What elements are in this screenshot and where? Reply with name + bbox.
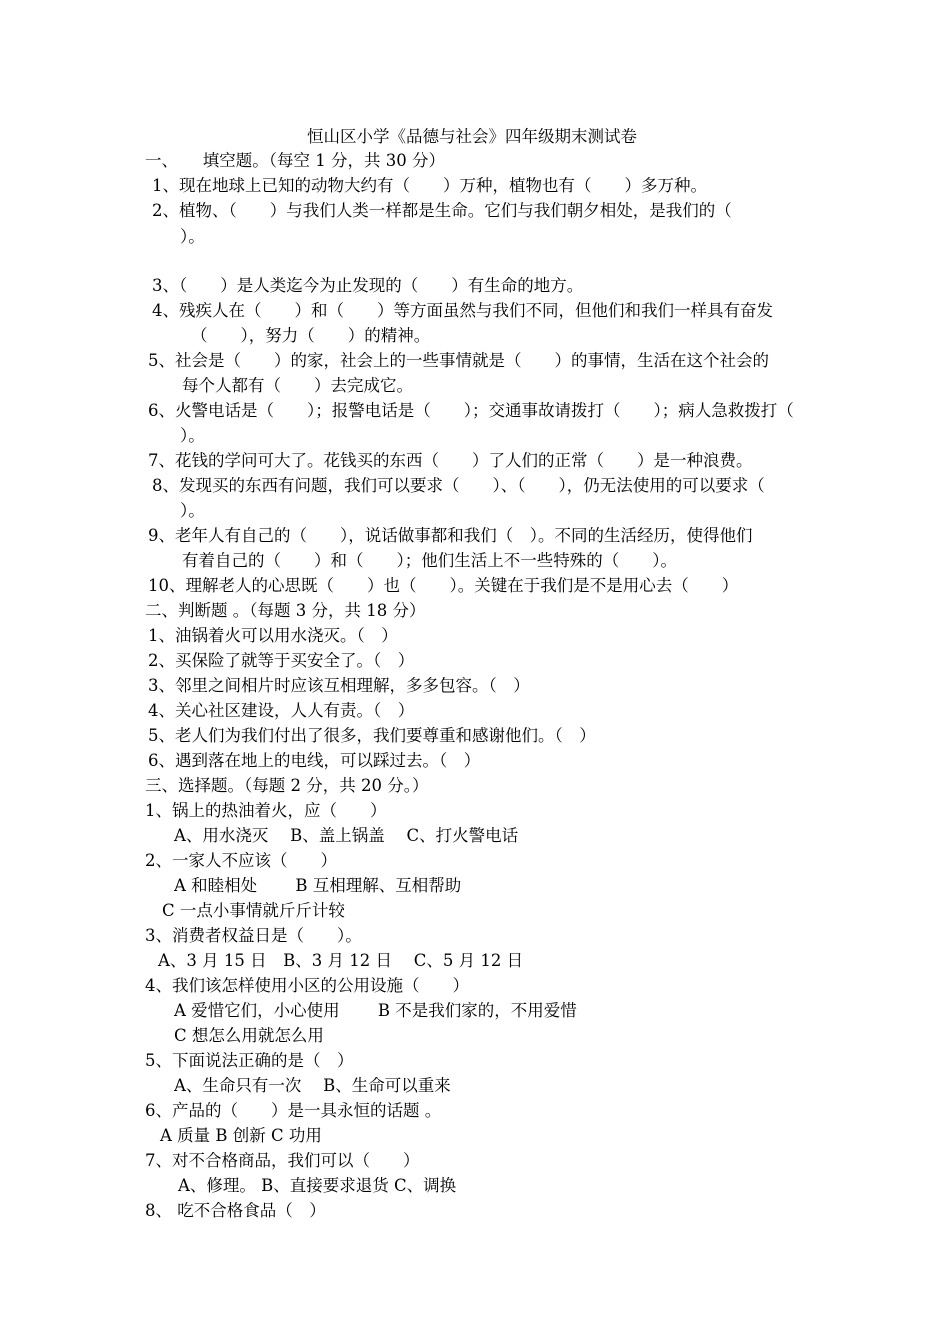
question-line: 3、邻里之间相片时应该互相理解，多多包容。（ ） [148, 676, 530, 695]
question-line: 9、老年人有自己的（ ），说话做事都和我们（ ）。不同的生活经历，使得他们 [148, 526, 753, 545]
question-line: 4、关心社区建设，人人有责。（ ） [148, 701, 415, 720]
question-line: 2、买保险了就等于买安全了。（ ） [148, 651, 415, 670]
page-title: 恒山区小学《品德与社会》四年级期末测试卷 [307, 127, 637, 146]
section-heading-multiple-choice: 三、选择题。（每题 2 分，共 20 分。） [145, 776, 429, 795]
question-line: 3、（ ）是人类迄今为止发现的（ ）有生命的地方。 [152, 276, 584, 295]
question-line: （ ），努力（ ）的精神。 [191, 326, 431, 345]
question-line: 10、理解老人的心思既（ ）也（ ）。关键在于我们是不是用心去（ ） [148, 576, 739, 595]
answer-options: A 和睦相处 B 互相理解、互相帮助 [174, 876, 462, 895]
answer-options: A 质量 B 创新 C 功用 [160, 1126, 322, 1145]
question-line: 1、锅上的热油着火，应（ ） [145, 801, 387, 820]
question-line: 7、花钱的学问可大了。花钱买的东西（ ）了人们的正常（ ）是一种浪费。 [148, 451, 753, 470]
answer-options: A 爱惜它们，小心使用 B 不是我们家的，不用爱惜 [174, 1001, 577, 1020]
question-line: 4、我们该怎样使用小区的公用设施（ ） [145, 976, 469, 995]
question-line: 3、消费者权益日是（ ）。 [145, 926, 362, 945]
question-line: ）。 [180, 501, 205, 520]
question-line: 1、现在地球上已知的动物大约有（ ）万种，植物也有（ ）多万种。 [152, 176, 707, 195]
question-line: 5、老人们为我们付出了很多，我们要尊重和感谢他们。（ ） [148, 726, 596, 745]
section-heading-true-false: 二、判断题 。（每题 3 分，共 18 分） [145, 601, 426, 620]
question-line: 2、一家人不应该（ ） [145, 851, 337, 870]
question-line: 6、火警电话是（ ）；报警电话是（ ）；交通事故请拨打（ ）；病人急救拨打（ [148, 401, 794, 420]
answer-options: A、生命只有一次 B、生命可以重来 [174, 1076, 451, 1095]
question-line: 有着自己的（ ）和（ ）；他们生活上不一些特殊的（ ）。 [182, 551, 677, 570]
question-line: 6、遇到落在地上的电线，可以踩过去。（ ） [148, 751, 481, 770]
question-line: 每个人都有（ ）去完成它。 [182, 376, 413, 395]
answer-options: A、修理。 B、直接要求退货 C、调换 [178, 1176, 457, 1195]
question-line: ）。 [180, 227, 205, 246]
answer-options: A、用水浇灭 B、盖上锅盖 C、打火警电话 [174, 826, 519, 845]
question-line: 5、社会是（ ）的家，社会上的一些事情就是（ ）的事情，生活在这个社会的 [148, 351, 769, 370]
question-line: 8、 吃不合格食品（ ） [145, 1201, 326, 1220]
question-line: 2、植物、（ ）与我们人类一样都是生命。它们与我们朝夕相处，是我们的（ [152, 201, 732, 220]
question-line: 6、产品的（ ）是一具永恒的话题 。 [145, 1101, 442, 1120]
question-line: 4、残疾人在（ ）和（ ）等方面虽然与我们不同，但他们和我们一样具有奋发 [152, 301, 773, 320]
question-line: 8、发现买的东西有问题，我们可以要求（ ）、（ ），仍无法使用的可以要求（ [152, 476, 765, 495]
answer-options: A、3 月 15 日 B、3 月 12 日 C、5 月 12 日 [158, 951, 524, 970]
section-heading-fill-blank: 一、 填空题。（每空 1 分，共 30 分） [145, 151, 445, 170]
answer-options: C 一点小事情就斤斤计较 [162, 901, 345, 920]
answer-options: C 想怎么用就怎么用 [174, 1026, 324, 1045]
question-line: 5、下面说法正确的是（ ） [145, 1051, 354, 1070]
question-line: 7、对不合格商品，我们可以（ ） [145, 1151, 420, 1170]
question-line: 1、油锅着火可以用水浇灭。（ ） [148, 626, 398, 645]
question-line: ）。 [180, 426, 205, 445]
